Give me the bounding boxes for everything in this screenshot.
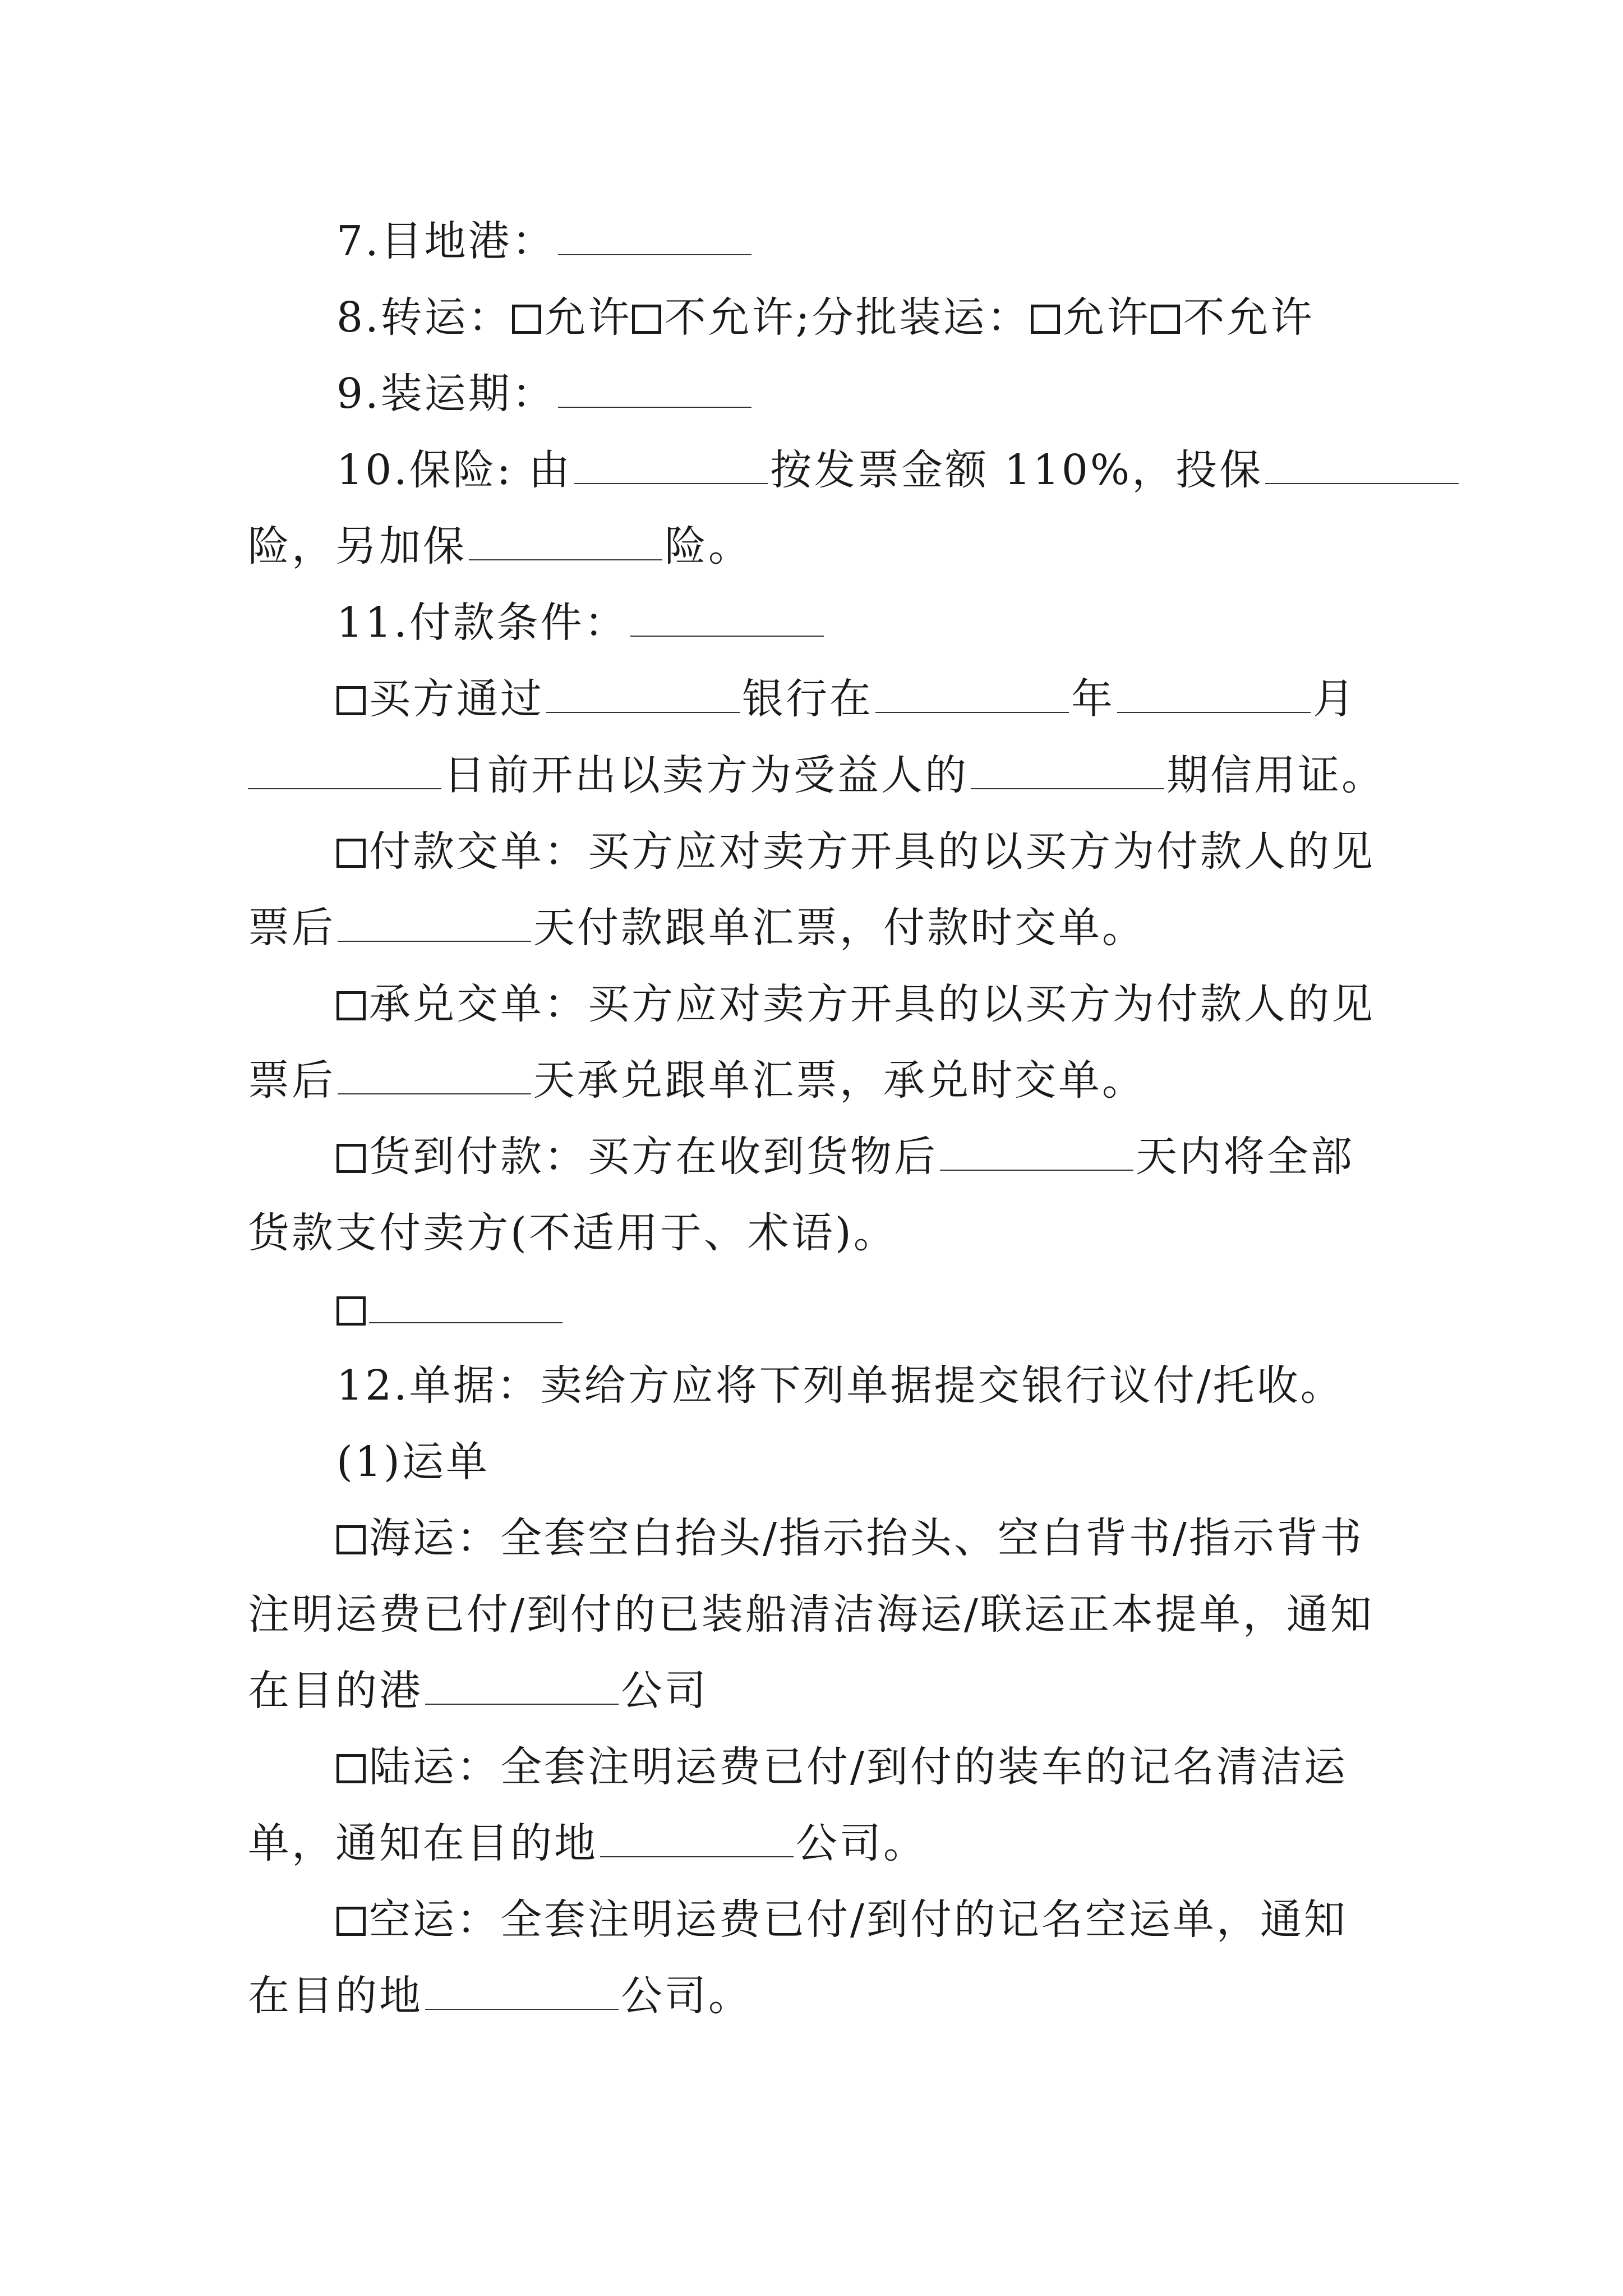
cod-text: 货到付款：买方在收到货物后 (369, 1133, 938, 1181)
payment-terms-blank[interactable] (630, 601, 824, 637)
checkbox[interactable] (336, 991, 366, 1020)
da-text: 天承兑跟单汇票，承兑时交单。 (533, 1056, 1146, 1105)
dp-text: 票后 (248, 904, 335, 952)
checkbox[interactable] (336, 1907, 366, 1936)
checkbox[interactable] (1151, 305, 1180, 334)
checkbox[interactable] (336, 686, 366, 715)
lc-text: 月 (1313, 675, 1357, 723)
air-text: 空运：全套注明运费已付/到付的记名空运单，通知 (369, 1895, 1348, 1944)
dest-port-blank[interactable] (558, 219, 751, 255)
insurance-party-blank[interactable] (574, 448, 768, 484)
lc-text: 期信用证。 (1166, 751, 1385, 799)
checkbox[interactable] (336, 839, 366, 868)
sea-company-blank[interactable] (425, 1669, 619, 1705)
insurance-text: 10.保险: 由 (336, 446, 573, 494)
lc-term-blank[interactable] (971, 753, 1164, 789)
land-text: 单，通知在目的地 (248, 1819, 598, 1867)
checkbox[interactable] (512, 305, 541, 334)
partial-shipment-label: ;分批装运： (795, 293, 1031, 342)
da-text: 票后 (248, 1056, 335, 1105)
lc-day-blank[interactable] (248, 753, 441, 789)
da-text: 承兑交单：买方应对卖方开具的以买方为付款人的见 (369, 980, 1375, 1028)
transship-allow-label: 允许 (544, 293, 632, 342)
insurance-line-2 (248, 518, 752, 574)
dp-days-blank[interactable] (338, 906, 531, 942)
sea-text: 注明运费已付/到付的已装船清洁海运/联运正本提单，通知 (248, 1590, 1374, 1639)
other-payment-blank[interactable] (369, 1287, 562, 1323)
ship-period-blank[interactable] (558, 372, 751, 408)
air-text: 在目的地 (248, 1972, 423, 2020)
cod-line-1 (336, 1129, 1354, 1185)
land-text: 公司。 (796, 1819, 927, 1867)
checkbox[interactable] (336, 1754, 366, 1783)
lc-line-2 (248, 747, 1385, 803)
insurance-type-blank[interactable] (1265, 448, 1459, 484)
other-payment-line (336, 1281, 565, 1337)
lc-text: 日前开出以卖方为受益人的 (444, 751, 969, 799)
land-line-2 (248, 1815, 927, 1871)
transship-line (336, 289, 1315, 346)
insurance-line-1 (336, 442, 1461, 498)
waybill-heading (336, 1434, 490, 1490)
land-company-blank[interactable] (600, 1821, 794, 1857)
lc-month-blank[interactable] (1117, 677, 1311, 713)
dest-port-line (336, 213, 754, 269)
sea-text: 在目的港 (248, 1667, 423, 1715)
cod-line-2 (248, 1205, 897, 1261)
checkbox[interactable] (632, 305, 661, 334)
dp-text: 付款交单：买方应对卖方开具的以买方为付款人的见 (369, 827, 1375, 876)
partial-disallow-label: 不允许 (1183, 293, 1315, 342)
checkbox[interactable] (336, 1296, 366, 1326)
dp-line-1 (336, 823, 1375, 880)
da-line-1 (336, 976, 1375, 1032)
sea-line-1 (336, 1510, 1364, 1566)
land-line-1 (336, 1739, 1348, 1795)
insurance-extra-blank[interactable] (469, 524, 662, 560)
payment-terms-line (336, 595, 826, 651)
cod-days-blank[interactable] (940, 1135, 1133, 1171)
da-line-2 (248, 1052, 1146, 1108)
documents-line (336, 1358, 1344, 1414)
sea-text: 海运：全套空白抬头/指示抬头、空白背书/指示背书 (369, 1514, 1364, 1562)
sea-text: 公司 (621, 1667, 708, 1715)
cod-text: 天内将全部 (1136, 1133, 1354, 1181)
lc-line-1 (336, 671, 1357, 727)
transship-label: 8.转运： (336, 293, 512, 342)
documents-label: 12.单据：卖给方应将下列单据提交银行议付/托收。 (336, 1361, 1344, 1410)
air-line-1 (336, 1892, 1348, 1948)
transship-disallow-label: 不允许 (664, 293, 796, 342)
ship-period-label: 9.装运期： (336, 370, 556, 418)
da-days-blank[interactable] (338, 1059, 531, 1094)
waybill-label: (1)运单 (336, 1438, 490, 1486)
insurance-text: 险，另加保 (248, 522, 467, 570)
sea-line-3 (248, 1663, 708, 1719)
insurance-text: 险。 (665, 522, 752, 570)
dp-text: 天付款跟单汇票，付款时交单。 (533, 904, 1146, 952)
air-company-blank[interactable] (425, 1974, 619, 2010)
partial-allow-label: 允许 (1063, 293, 1151, 342)
insurance-text: 按发票金额 110%，投保 (770, 446, 1264, 494)
dest-port-label: 7.目地港： (336, 217, 556, 265)
lc-year-blank[interactable] (875, 677, 1069, 713)
payment-terms-label: 11.付款条件： (336, 599, 628, 647)
lc-text: 年 (1071, 675, 1115, 723)
checkbox[interactable] (336, 1525, 366, 1554)
air-text: 公司。 (621, 1972, 752, 2020)
lc-text: 买方通过 (369, 675, 544, 723)
air-line-2 (248, 1968, 752, 2024)
cod-text: 货款支付卖方(不适用于、术语)。 (248, 1209, 897, 1257)
lc-bank-blank[interactable] (546, 677, 740, 713)
land-text: 陆运：全套注明运费已付/到付的装车的记名清洁运 (369, 1743, 1348, 1791)
sea-line-2 (248, 1586, 1374, 1642)
checkbox[interactable] (1031, 305, 1060, 334)
dp-line-2 (248, 900, 1146, 956)
checkbox[interactable] (336, 1144, 366, 1173)
lc-text: 银行在 (742, 675, 873, 723)
ship-period-line (336, 366, 754, 422)
